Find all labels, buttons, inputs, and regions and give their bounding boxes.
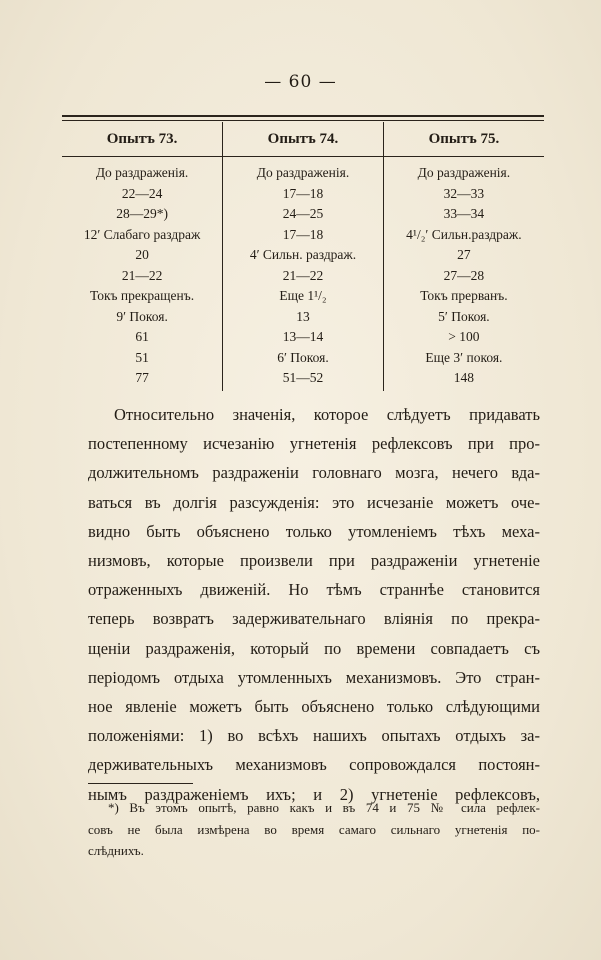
- body-line: нымъ раздраженіемъ ихъ; и 2) угнетеніе рефлексовъ,: [88, 784, 540, 804]
- table-top-double-rule: [62, 120, 544, 121]
- body-line: Относительно значенія, которое слѣдуетъ придавать: [114, 405, 540, 424]
- table-cell: Еще 3′ покоя.: [425, 349, 503, 365]
- table-header-row: [62, 122, 544, 157]
- table-cell: Токъ прерванъ.: [420, 288, 508, 303]
- body-line: видно быть объяснено только утомленіемъ тѣхъ меха-: [88, 521, 540, 541]
- footnote: [88, 797, 540, 862]
- body-line: періодомъ отдыха утомленныхъ механизмовъ. Это стран-: [88, 667, 540, 687]
- body-line: ное явленіе можетъ быть объяснено только слѣдующими: [88, 697, 540, 717]
- table-cell: 33—34: [443, 206, 485, 221]
- table-cell: 27: [457, 247, 471, 262]
- table-cell: 17—18: [282, 226, 324, 242]
- table-cell: 77: [135, 370, 149, 385]
- table-cell: > 100: [448, 329, 480, 344]
- column-75: [383, 157, 544, 391]
- table-cell: 21—22: [282, 267, 324, 283]
- footnote-line: *) Въ этомъ опытѣ, равно какъ и въ 74 и 75 № сила рефлек-: [108, 800, 540, 815]
- table-cell: Токъ прекращенъ.: [90, 288, 195, 303]
- table-cell: 4¹/₂′ Сильн.раздраж.: [406, 226, 522, 242]
- column-73: [62, 157, 223, 391]
- table-cell: 20: [135, 247, 149, 262]
- table-cell: 61: [135, 329, 149, 344]
- table-cell: До раздраженія.: [256, 165, 350, 180]
- table-cell: 5′ Покоя.: [438, 308, 490, 324]
- body-line: держивательныхъ механизмовъ сопровождался постоян-: [88, 755, 540, 775]
- experiment-table-wrapper: [62, 115, 544, 391]
- footnote-line: слѣднихъ.: [88, 843, 144, 858]
- column-header-75: Опытъ 75.: [383, 122, 544, 157]
- table-cell: 148: [453, 370, 475, 385]
- experiment-table: [62, 122, 544, 391]
- table-cell: 27—28: [443, 267, 485, 283]
- table-cell: 13: [296, 308, 310, 324]
- body-line: положеніями: 1) во всѣхъ нашихъ опытахъ отдыхъ за-: [88, 726, 540, 746]
- table-cell: 32—33: [443, 185, 485, 201]
- table-cell: 12′ Слабаго раздраж: [83, 226, 201, 242]
- body-line: щеніи раздраженія, который по времени совпадаетъ съ: [88, 638, 540, 658]
- table-cell: 4′ Сильн. раздраж.: [249, 247, 357, 262]
- body-line: низмовъ, которые произвели при раздраженіи угнетеніе: [88, 551, 540, 571]
- table-cell: 28—29*): [116, 206, 168, 221]
- table-cell: 51—52: [282, 370, 324, 385]
- table-cell: 24—25: [282, 206, 324, 221]
- column-header-74: Опытъ 74.: [223, 122, 384, 157]
- body-line: теперь возвратъ задерживательнаго вліянія по прекра-: [88, 609, 540, 629]
- table-cell: 9′ Покоя.: [116, 308, 168, 324]
- column-header-73: Опытъ 73.: [62, 122, 223, 157]
- page-number: — 60 —: [264, 72, 337, 92]
- table-cell: 17—18: [282, 185, 324, 201]
- table-cell: 22—24: [121, 185, 163, 201]
- body-line: постепенному исчезанію угнетенія рефлексовъ при про-: [88, 434, 540, 454]
- body-paragraph: [88, 400, 540, 809]
- body-line: должительномъ раздраженіи головнаго мозга, нечего вда-: [88, 463, 540, 483]
- table-cell: 51: [135, 349, 149, 365]
- body-line: отраженныхъ движеній. Но тѣмъ страннѣе становится: [88, 580, 540, 600]
- table-cell: 6′ Покоя.: [277, 349, 329, 365]
- table-cell: 13—14: [282, 329, 324, 344]
- table-cell: Еще 1¹/₂: [279, 288, 327, 303]
- footnote-separator: [88, 783, 193, 784]
- footnote-line: совъ не была измѣрена во время самаго сильнаго угнетенія по-: [88, 821, 540, 837]
- table-cell: До раздраженія.: [417, 165, 511, 180]
- table-body-row: [62, 157, 544, 391]
- column-74: [223, 157, 384, 391]
- table-cell: До раздраженія.: [95, 165, 189, 180]
- body-line: ваться въ долгія разсужденія: это исчезаніе можетъ оче-: [88, 492, 540, 512]
- table-cell: 21—22: [121, 267, 163, 283]
